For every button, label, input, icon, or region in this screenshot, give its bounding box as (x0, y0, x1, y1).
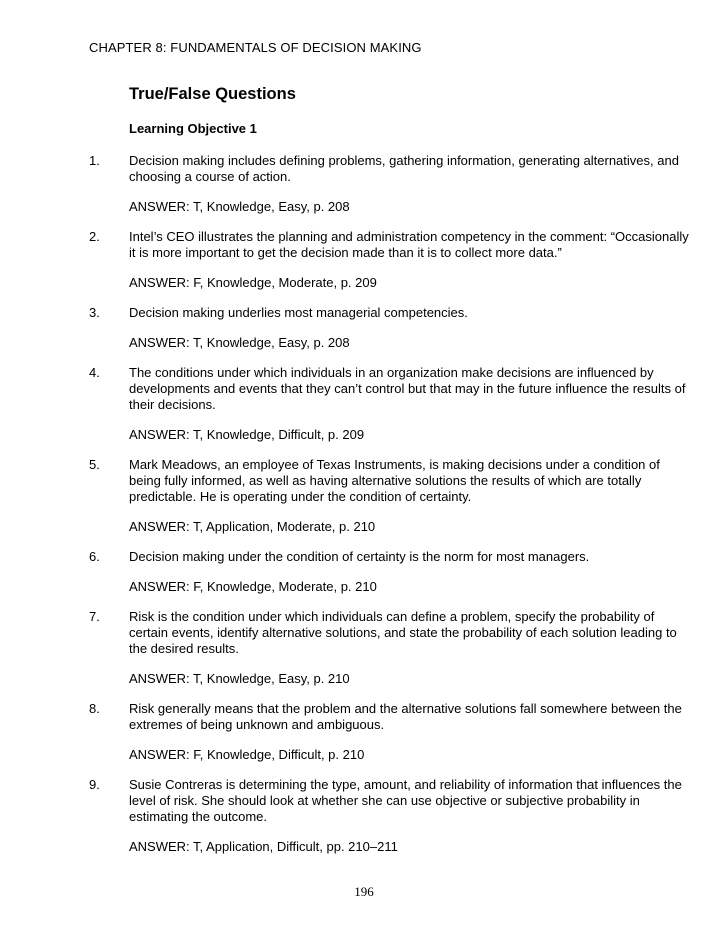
question-answer: ANSWER: F, Knowledge, Moderate, p. 210 (129, 579, 377, 594)
page-number: 196 (354, 884, 374, 899)
question-number: 1. (89, 153, 100, 168)
question-answer: ANSWER: F, Knowledge, Difficult, p. 210 (129, 747, 365, 762)
question-text: Intel’s CEO illustrates the planning and administration competency in the comment: “Occasionally it is more important to get the decision made than it is to collect more data.” (129, 229, 689, 260)
question-number: 7. (89, 609, 100, 624)
question-item (89, 609, 689, 687)
question-item (89, 777, 689, 855)
question-answer: ANSWER: T, Application, Moderate, p. 210 (129, 519, 376, 534)
question-answer: ANSWER: F, Knowledge, Moderate, p. 209 (129, 275, 377, 290)
question-item (89, 153, 689, 215)
question-number: 8. (89, 701, 100, 716)
section-title: True/False Questions (129, 85, 296, 103)
question-text: Decision making includes defining problems, gathering information, generating alternatives, and choosing a course of action. (129, 153, 679, 184)
question-item (89, 229, 689, 291)
chapter-heading: CHAPTER 8: FUNDAMENTALS OF DECISION MAKING (89, 40, 422, 55)
question-item (89, 365, 689, 443)
question-answer: ANSWER: T, Knowledge, Easy, p. 208 (129, 199, 350, 214)
question-text: Risk is the condition under which individuals can define a problem, specify the probability of certain events, identify alternative solutions, and state the probability of each solution leading to the desired results. (129, 609, 677, 656)
question-text: The conditions under which individuals in an organization make decisions are influenced by developments and events that they can’t control but that may in the future influence the results of their decisions. (129, 365, 686, 412)
question-number: 4. (89, 365, 100, 380)
question-text: Susie Contreras is determining the type, amount, and reliability of information that influences the level of risk. She should look at whether she can use objective or subjective probability in estimating the outcome. (129, 777, 682, 824)
question-text: Decision making under the condition of certainty is the norm for most managers. (129, 549, 590, 564)
question-list (89, 153, 689, 869)
question-text: Risk generally means that the problem and the alternative solutions fall somewhere between the extremes of being unknown and ambiguous. (129, 701, 682, 732)
question-number: 9. (89, 777, 100, 792)
question-answer: ANSWER: T, Knowledge, Difficult, p. 209 (129, 427, 365, 442)
question-number: 5. (89, 457, 100, 472)
question-answer: ANSWER: T, Knowledge, Easy, p. 210 (129, 671, 350, 686)
question-item (89, 457, 689, 535)
question-item (89, 305, 689, 351)
question-item (89, 549, 689, 595)
question-text: Decision making underlies most managerial competencies. (129, 305, 468, 320)
question-number: 3. (89, 305, 100, 320)
question-item (89, 701, 689, 763)
question-answer: ANSWER: T, Application, Difficult, pp. 210–211 (129, 839, 398, 854)
question-number: 2. (89, 229, 100, 244)
question-answer: ANSWER: T, Knowledge, Easy, p. 208 (129, 335, 350, 350)
question-number: 6. (89, 549, 100, 564)
question-text: Mark Meadows, an employee of Texas Instruments, is making decisions under a condition of being fully informed, as well as having alternative solutions the results of which are totally predictable. He is operating under the condition of certainty. (129, 457, 660, 504)
learning-objective: Learning Objective 1 (129, 121, 257, 136)
